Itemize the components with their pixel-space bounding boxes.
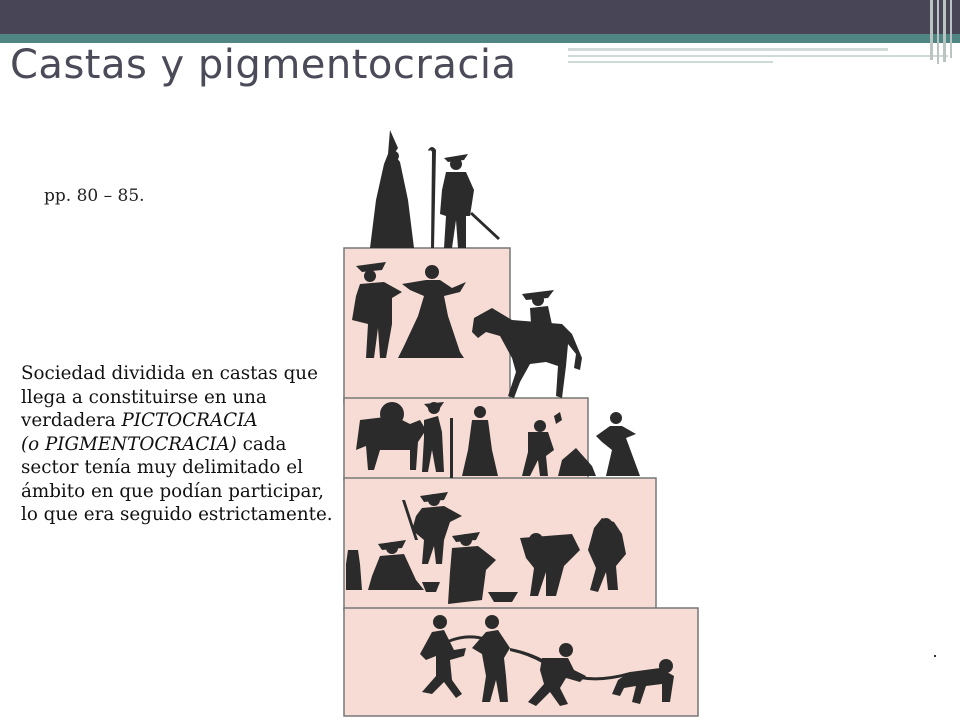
decor-line	[943, 0, 946, 62]
body-italic-term: PICTOCRACIA	[121, 410, 258, 431]
dancer-head	[600, 518, 612, 530]
mule-pack	[380, 402, 404, 426]
decor-line	[568, 55, 948, 57]
woman-silhouette	[596, 426, 640, 476]
nobleman-hat	[444, 154, 468, 162]
decor-line	[950, 0, 952, 58]
runner-head	[433, 615, 447, 629]
spanish-man-head	[364, 270, 376, 282]
friar-head	[474, 406, 486, 418]
header-bar	[0, 0, 960, 34]
staff	[450, 418, 453, 478]
decor-line	[930, 0, 933, 60]
slide-title: Castas y pigmentocracia	[10, 42, 517, 88]
decor-line	[568, 48, 888, 51]
caste-pyramid-illustration	[340, 120, 710, 720]
bishop-silhouette	[370, 130, 414, 248]
crosier	[428, 147, 436, 248]
sack-carrier-head	[529, 533, 543, 547]
crouching-man-head	[559, 643, 573, 657]
stray-dot	[934, 655, 936, 657]
pyramid-tiers	[344, 248, 698, 716]
sword	[470, 212, 500, 240]
body-italic-term: (o PIGMENTOCRACIA)	[21, 433, 237, 455]
tier-4	[344, 608, 698, 716]
decor-line	[937, 0, 939, 64]
lady-head	[425, 265, 439, 279]
nobleman-silhouette	[440, 172, 474, 248]
body-text-part: Sociedad dividida en castas que llega a constituirse en una verdadera	[21, 363, 318, 431]
bishop-head	[389, 151, 399, 161]
smith-head	[534, 420, 546, 432]
woman-head	[610, 412, 622, 424]
body-paragraph	[21, 362, 339, 527]
page-reference: pp. 80 – 85.	[44, 186, 145, 206]
rider-hat	[522, 290, 554, 300]
chained-woman-head	[485, 615, 499, 629]
decor-line	[568, 61, 773, 63]
body-text-part: cada sector tenía muy delimitado el ámbito en que podían participar, lo que era seguido estrictamente.	[21, 433, 333, 525]
